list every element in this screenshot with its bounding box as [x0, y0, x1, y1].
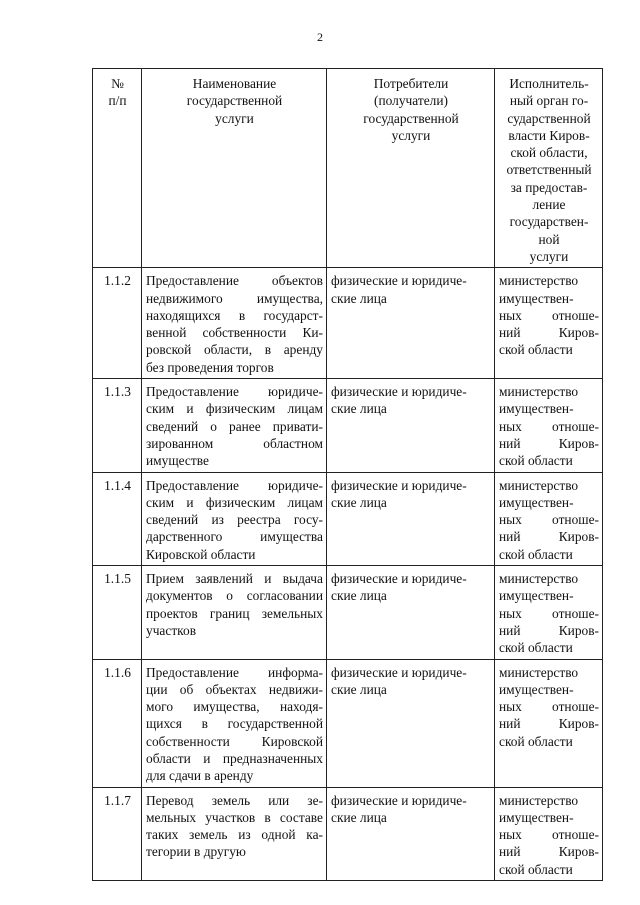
text-line: услуги — [391, 127, 431, 143]
text-line: ний Киров- — [499, 622, 599, 638]
consumers-cell — [327, 787, 495, 880]
text-line: ские лица — [331, 494, 387, 510]
text-line: Потребители — [373, 76, 449, 91]
text-line: ской области, — [510, 145, 588, 161]
text-line: ской области — [499, 342, 573, 358]
text-line: физические и юридиче- — [331, 571, 467, 587]
text-line: ных отноше- — [499, 605, 599, 621]
text-line: ной — [538, 231, 560, 247]
text-line: таких земель из одной ка- — [146, 827, 323, 843]
service-name-cell — [142, 472, 327, 565]
header-executor — [495, 69, 603, 268]
text-line: ний Киров- — [499, 716, 599, 732]
text-line: ний Киров- — [499, 435, 599, 451]
text-line: мого имущества, находя- — [146, 699, 323, 715]
consumers-cell — [327, 268, 495, 379]
text-line: проектов границ земельных — [146, 605, 323, 621]
text-line: ские лица — [331, 290, 387, 306]
table-header-row — [93, 69, 603, 268]
text-line: сведений из реестра госу- — [146, 512, 323, 528]
header-num — [93, 69, 142, 268]
text-line: ный орган го- — [509, 93, 589, 109]
text-line: министерство — [499, 792, 579, 808]
table-row — [93, 659, 603, 787]
text-line: Исполнитель- — [509, 76, 589, 91]
text-line: документов о согласовании — [146, 588, 323, 604]
text-line: участков — [146, 622, 197, 638]
text-line: Предоставление информа- — [146, 664, 323, 680]
text-line: власти Киров- — [508, 127, 590, 143]
text-line: зированном областном — [146, 435, 323, 451]
consumers-cell — [327, 379, 495, 472]
text-line: ские лица — [331, 588, 387, 604]
consumers-cell — [327, 472, 495, 565]
text-line: имуществен- — [499, 494, 574, 510]
text-line: венной собственности Ки- — [146, 325, 323, 341]
header-consumers — [327, 69, 495, 268]
text-line: ским и физическим лицам — [146, 401, 323, 417]
text-line: физические и юридиче- — [331, 477, 467, 493]
text-line: ским и физическим лицам — [146, 494, 323, 510]
text-line: области и предназначенных — [146, 750, 323, 766]
header-service-name — [142, 69, 327, 268]
text-line: недвижимого имущества, — [146, 290, 323, 306]
text-line: имуществен- — [499, 290, 574, 306]
text-line: ответственный — [506, 162, 592, 178]
text-line: министерство — [499, 664, 579, 680]
text-line: государственной — [363, 110, 459, 126]
text-line: ции об объектах недвижи- — [146, 681, 323, 697]
row-number: 1.1.2 — [93, 268, 142, 379]
text-line: без проведения торгов — [146, 359, 274, 375]
text-line: имуществен- — [499, 809, 574, 825]
text-line: дарственного имущества — [146, 529, 323, 545]
text-line: ские лица — [331, 681, 387, 697]
text-line: ний Киров- — [499, 844, 599, 860]
text-line: Прием заявлений и выдача — [146, 571, 323, 587]
text-line: тегории в другую — [146, 844, 246, 860]
text-line: за предостав- — [510, 179, 588, 195]
row-number: 1.1.3 — [93, 379, 142, 472]
service-name-cell — [142, 659, 327, 787]
text-line: мельных участков в составе — [146, 809, 323, 825]
row-number: 1.1.7 — [93, 787, 142, 880]
text-line: физические и юридиче- — [331, 273, 467, 289]
text-line: имуществен- — [499, 401, 574, 417]
executor-cell — [495, 472, 603, 565]
text-line: сведений о ранее привати- — [146, 418, 323, 434]
text-line: ской области — [499, 640, 573, 656]
consumers-cell — [327, 566, 495, 659]
row-number: 1.1.4 — [93, 472, 142, 565]
text-line: ской области — [499, 453, 573, 469]
text-line: Предоставление объектов — [146, 273, 323, 289]
text-line: ных отноше- — [499, 512, 599, 528]
text-line: № — [111, 76, 124, 91]
text-line: сударственной — [507, 110, 591, 126]
executor-cell — [495, 566, 603, 659]
services-table — [92, 68, 603, 881]
text-line: ление — [532, 197, 566, 213]
executor-cell — [495, 787, 603, 880]
text-line: ний Киров- — [499, 325, 599, 341]
consumers-cell — [327, 659, 495, 787]
row-number: 1.1.5 — [93, 566, 142, 659]
text-line: министерство — [499, 384, 579, 400]
text-line: ний Киров- — [499, 529, 599, 545]
text-line: ской области — [499, 861, 573, 877]
text-line: ской области — [499, 546, 573, 562]
text-line: Наименование — [192, 76, 277, 91]
text-line: имуществе — [146, 453, 209, 469]
table-row — [93, 379, 603, 472]
table-row — [93, 787, 603, 880]
text-line: ных отноше- — [499, 418, 599, 434]
service-name-cell — [142, 379, 327, 472]
service-name-cell — [142, 787, 327, 880]
text-line: находящихся в государст- — [146, 307, 323, 323]
text-line: Кировской области — [146, 546, 256, 562]
row-number: 1.1.6 — [93, 659, 142, 787]
text-line: собственности Кировской — [146, 733, 323, 749]
text-line: ские лица — [331, 401, 387, 417]
text-line: ных отноше- — [499, 699, 599, 715]
service-name-cell — [142, 566, 327, 659]
text-line: ных отноше- — [499, 307, 599, 323]
executor-cell — [495, 659, 603, 787]
page-number: 2 — [317, 30, 323, 44]
text-line: для сдачи в аренду — [146, 768, 254, 784]
text-line: ской области — [499, 733, 573, 749]
service-name-cell — [142, 268, 327, 379]
table-row — [93, 268, 603, 379]
text-line: имуществен- — [499, 588, 574, 604]
text-line: Предоставление юридиче- — [146, 477, 323, 493]
text-line: министерство — [499, 571, 579, 587]
text-line: физические и юридиче- — [331, 664, 467, 680]
text-line: услуги — [529, 248, 569, 264]
text-line: государствен- — [509, 214, 589, 230]
table-row — [93, 472, 603, 565]
executor-cell — [495, 268, 603, 379]
text-line: министерство — [499, 273, 579, 289]
text-line: государственной — [186, 93, 283, 109]
text-line: ские лица — [331, 809, 387, 825]
table-row — [93, 566, 603, 659]
text-line: (получатели) — [374, 93, 448, 109]
executor-cell — [495, 379, 603, 472]
text-line: министерство — [499, 477, 579, 493]
text-line: ровской области, в аренду — [146, 342, 323, 358]
text-line: физические и юридиче- — [331, 792, 467, 808]
text-line: Перевод земель или зе- — [146, 792, 323, 808]
text-line: физические и юридиче- — [331, 384, 467, 400]
text-line: услуги — [215, 110, 254, 126]
text-line: имуществен- — [499, 681, 574, 697]
text-line: п/п — [108, 93, 127, 109]
text-line: ных отноше- — [499, 827, 599, 843]
text-line: щихся в государственной — [146, 716, 323, 732]
text-line: Предоставление юридиче- — [146, 384, 323, 400]
